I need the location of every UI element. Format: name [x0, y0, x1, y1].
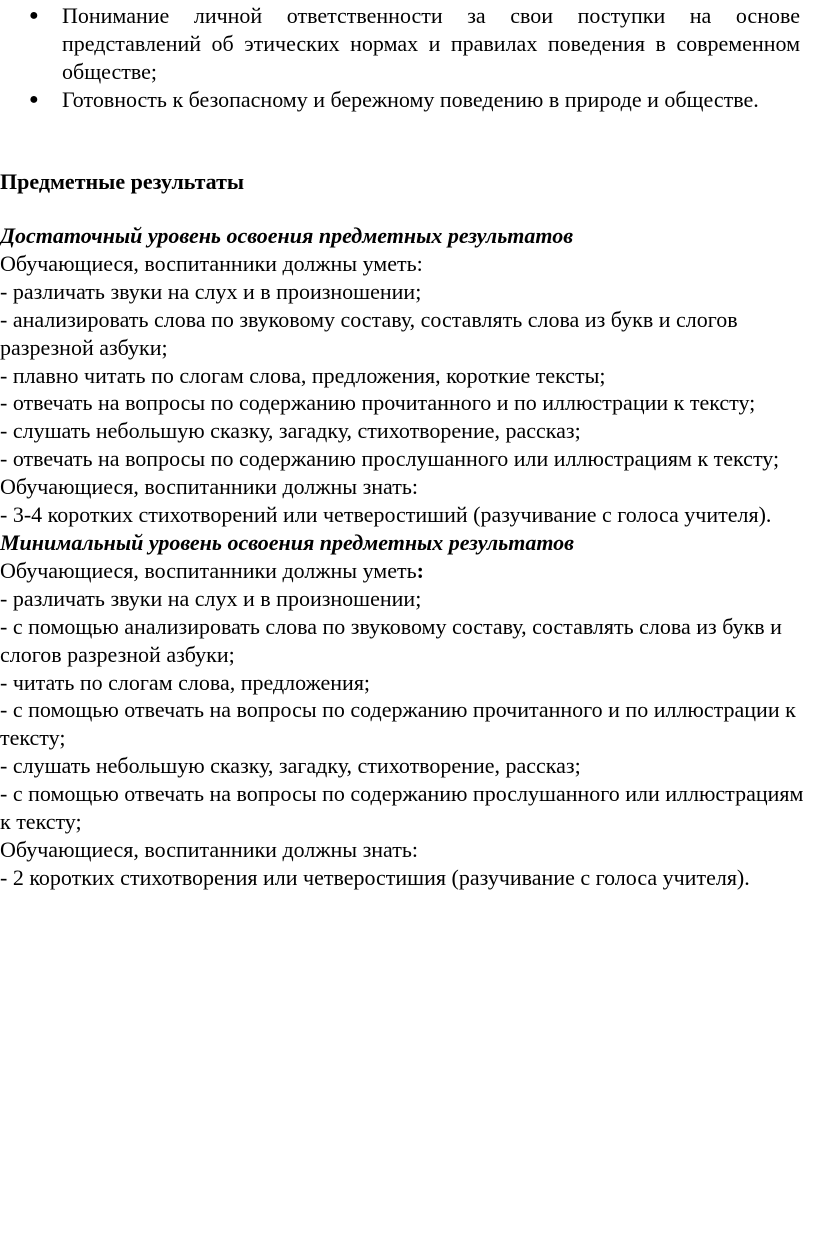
knowledge-item: - 3-4 коротких стихотворений или четверостиший (разучивание с голоса учителя). — [0, 502, 772, 528]
subject-results — [0, 222, 812, 892]
bullet-icon: ● — [29, 7, 39, 24]
skill-item: - с помощью отвечать на вопросы по содержанию прослушанного или иллюстрациям к тексту; — [0, 781, 804, 835]
list-item — [0, 2, 800, 86]
skill-item: - читать по слогам слова, предложения; — [0, 669, 371, 695]
skill-item: - плавно читать по слогам слова, предложения, короткие тексты; — [0, 362, 606, 388]
bullet-icon: ● — [29, 91, 39, 108]
sufficient-level-title: Достаточный уровень освоения предметных результатов — [0, 223, 574, 248]
minimal-must-do-colon: : — [416, 557, 424, 583]
minimal-must-do-intro — [0, 557, 812, 585]
skill-item: - с помощью отвечать на вопросы по содержанию прочитанного и по иллюстрации к тексту; — [0, 697, 796, 751]
skill-item: - слушать небольшую сказку, загадку, стихотворение, рассказ; — [0, 753, 581, 779]
sufficient-must-do-intro: Обучающиеся, воспитанники должны уметь: — [0, 250, 423, 276]
skill-item: - отвечать на вопросы по содержанию прослушанного или иллюстрациям к тексту; — [0, 446, 780, 472]
section-heading: Предметные результаты — [0, 169, 245, 194]
minimal-level-title: Минимальный уровень освоения предметных результатов — [0, 529, 574, 555]
sufficient-must-know-intro: Обучающиеся, воспитанники должны знать: — [0, 474, 418, 500]
knowledge-item: - 2 коротких стихотворения или четверостишия (разучивание с голоса учителя). — [0, 864, 750, 890]
list-item-text: Готовность к безопасному и бережному поведению в природе и обществе. — [62, 87, 759, 112]
list-item-text: Понимание личной ответственности за свои поступки на основе представлений об этических нормах и правилах поведения в современном обществе; — [62, 3, 800, 84]
skill-item: - отвечать на вопросы по содержанию прочитанного и по иллюстрации к тексту; — [0, 390, 756, 416]
skill-item: - различать звуки на слух и в произношении; — [0, 585, 422, 611]
skill-item: - различать звуки на слух и в произношении; — [0, 278, 422, 304]
list-item — [0, 86, 800, 114]
skill-item: - слушать небольшую сказку, загадку, стихотворение, рассказ; — [0, 418, 581, 444]
minimal-must-know-intro: Обучающиеся, воспитанники должны знать: — [0, 836, 418, 862]
personal-results-list — [0, 2, 800, 114]
skill-item: - анализировать слова по звуковому составу, составлять слова из букв и слогов разрезной азбуки; — [0, 306, 738, 360]
minimal-must-do-text: Обучающиеся, воспитанники должны уметь — [0, 557, 417, 583]
skill-item: - с помощью анализировать слова по звуковому составу, составлять слова из букв и слогов разрезной азбуки; — [0, 613, 782, 667]
